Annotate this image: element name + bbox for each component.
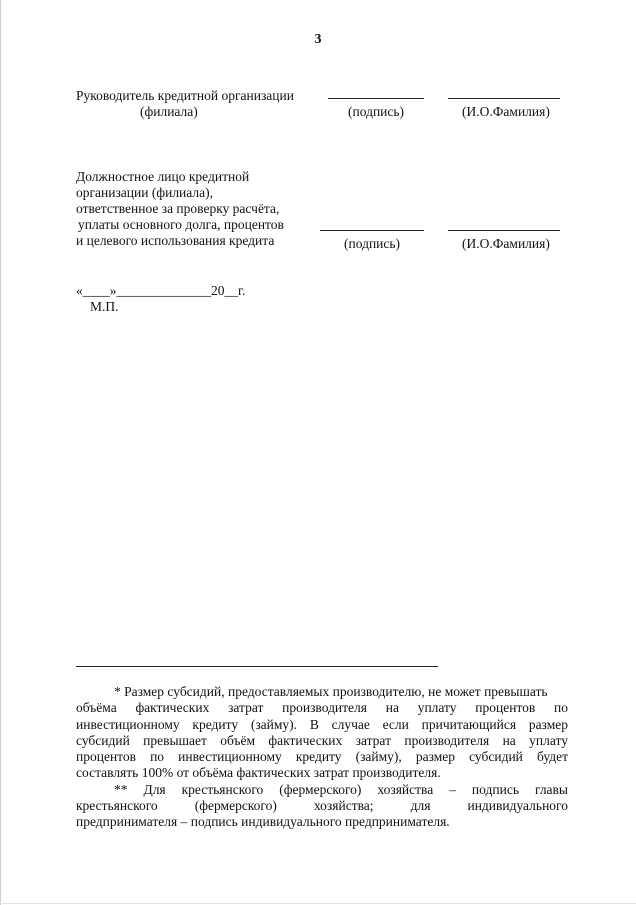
footnote-1-line: процентов по инвестиционному кредиту (займу), размер субсидий будет	[76, 749, 568, 765]
head-signature-line	[328, 98, 424, 99]
scan-edge-left	[0, 0, 1, 905]
footnote-separator	[76, 666, 438, 667]
head-name-line	[448, 98, 560, 99]
officer-signature-line	[320, 230, 424, 231]
footnote-2-line: предпринимателя – подпись индивидуального предпринимателя.	[76, 814, 450, 830]
date-line: «____»______________20__г.	[76, 283, 246, 298]
head-signature-caption: (подпись)	[348, 104, 405, 119]
footnote-2-line: ** Для крестьянского (фермерского) хозяйства – подпись главы	[114, 781, 568, 797]
officer-title-line-4: уплаты основного долга, процентов	[78, 217, 284, 232]
page-number: 3	[314, 32, 322, 47]
footnote-1-line: составлять 100% от объёма фактических затрат производителя.	[76, 765, 441, 781]
head-name-caption: (И.О.Фамилия)	[462, 104, 550, 119]
head-title-line-2: (филиала)	[140, 104, 198, 119]
officer-name-line	[448, 230, 560, 231]
head-title-line-1: Руководитель кредитной организации	[76, 88, 294, 103]
footnote-1-line: субсидий превышает объём фактических затрат производителя на уплату	[76, 732, 568, 748]
footnotes	[76, 684, 568, 831]
officer-title-line-3: ответственное за проверку расчёта,	[76, 201, 280, 216]
seal-placeholder: М.П.	[90, 299, 119, 314]
scan-edge-bottom	[0, 903, 636, 904]
officer-title-line-1: Должностное лицо кредитной	[76, 169, 250, 184]
footnote-1-line: инвестиционному кредиту (займу). В случае если причитающийся размер	[76, 716, 568, 732]
officer-title-line-5: и целевого использования кредита	[76, 233, 275, 248]
officer-signature-caption: (подпись)	[344, 236, 401, 251]
officer-title-line-2: организации (филиала),	[76, 185, 213, 200]
officer-name-caption: (И.О.Фамилия)	[462, 236, 550, 251]
footnote-2-line: крестьянского (фермерского) хозяйства; для индивидуального	[76, 798, 568, 814]
footnote-1-line: объёма фактических затрат производителя на уплату процентов по	[76, 700, 568, 716]
footnote-1-line: * Размер субсидий, предоставляемых производителю, не может превышать	[114, 684, 548, 699]
